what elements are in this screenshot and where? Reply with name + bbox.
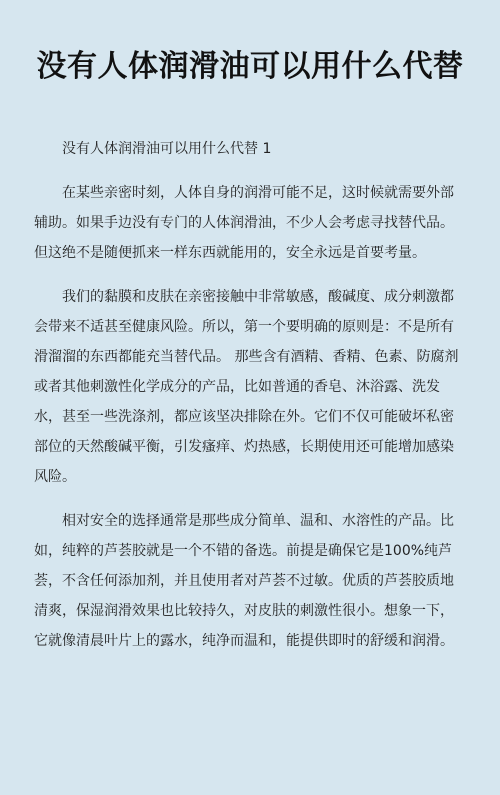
paragraph-2: 我们的黏膜和皮肤在亲密接触中非常敏感，酸碱度、成分刺激都会带来不适甚至健康风险。所以，第一个要明确的原则是：不是所有滑溜溜的东西都能充当替代品。 那些含有酒精、香精、色素、防腐剂或者其他刺激性化学成分的产品，比如普通的香皂、沐浴露、洗发水，甚至一些洗涤剂，都应该坚决排除在外。它们不仅可能破坏私密部位的天然酸碱平衡，引发瘙痒、灼热感，长期使用还可能增加感染风险。 <box>34 289 459 485</box>
paragraph-3: 相对安全的选择通常是那些成分简单、温和、水溶性的产品。比如，纯粹的芦荟胶就是一个不错的备选。前提是确保它是100%纯芦荟，不含任何添加剂，并且使用者对芦荟不过敏。优质的芦荟胶质地清爽，保湿润滑效果也比较持久，对皮肤的刺激性很小。想象一下，它就像清晨叶片上的露水，纯净而温和，能提供即时的舒缓和润滑。 <box>34 513 454 649</box>
article-title: 没有人体润滑油可以用什么代替 <box>36 49 464 84</box>
paragraph-1: 在某些亲密时刻，人体自身的润滑可能不足，这时候就需要外部辅助。如果手边没有专门的人体润滑油，不少人会考虑寻找替代品。但这绝不是随便抓来一样东西就能用的，安全永远是首要考量。 <box>34 185 454 261</box>
article-subtitle: 没有人体润滑油可以用什么代替 1 <box>62 141 272 157</box>
